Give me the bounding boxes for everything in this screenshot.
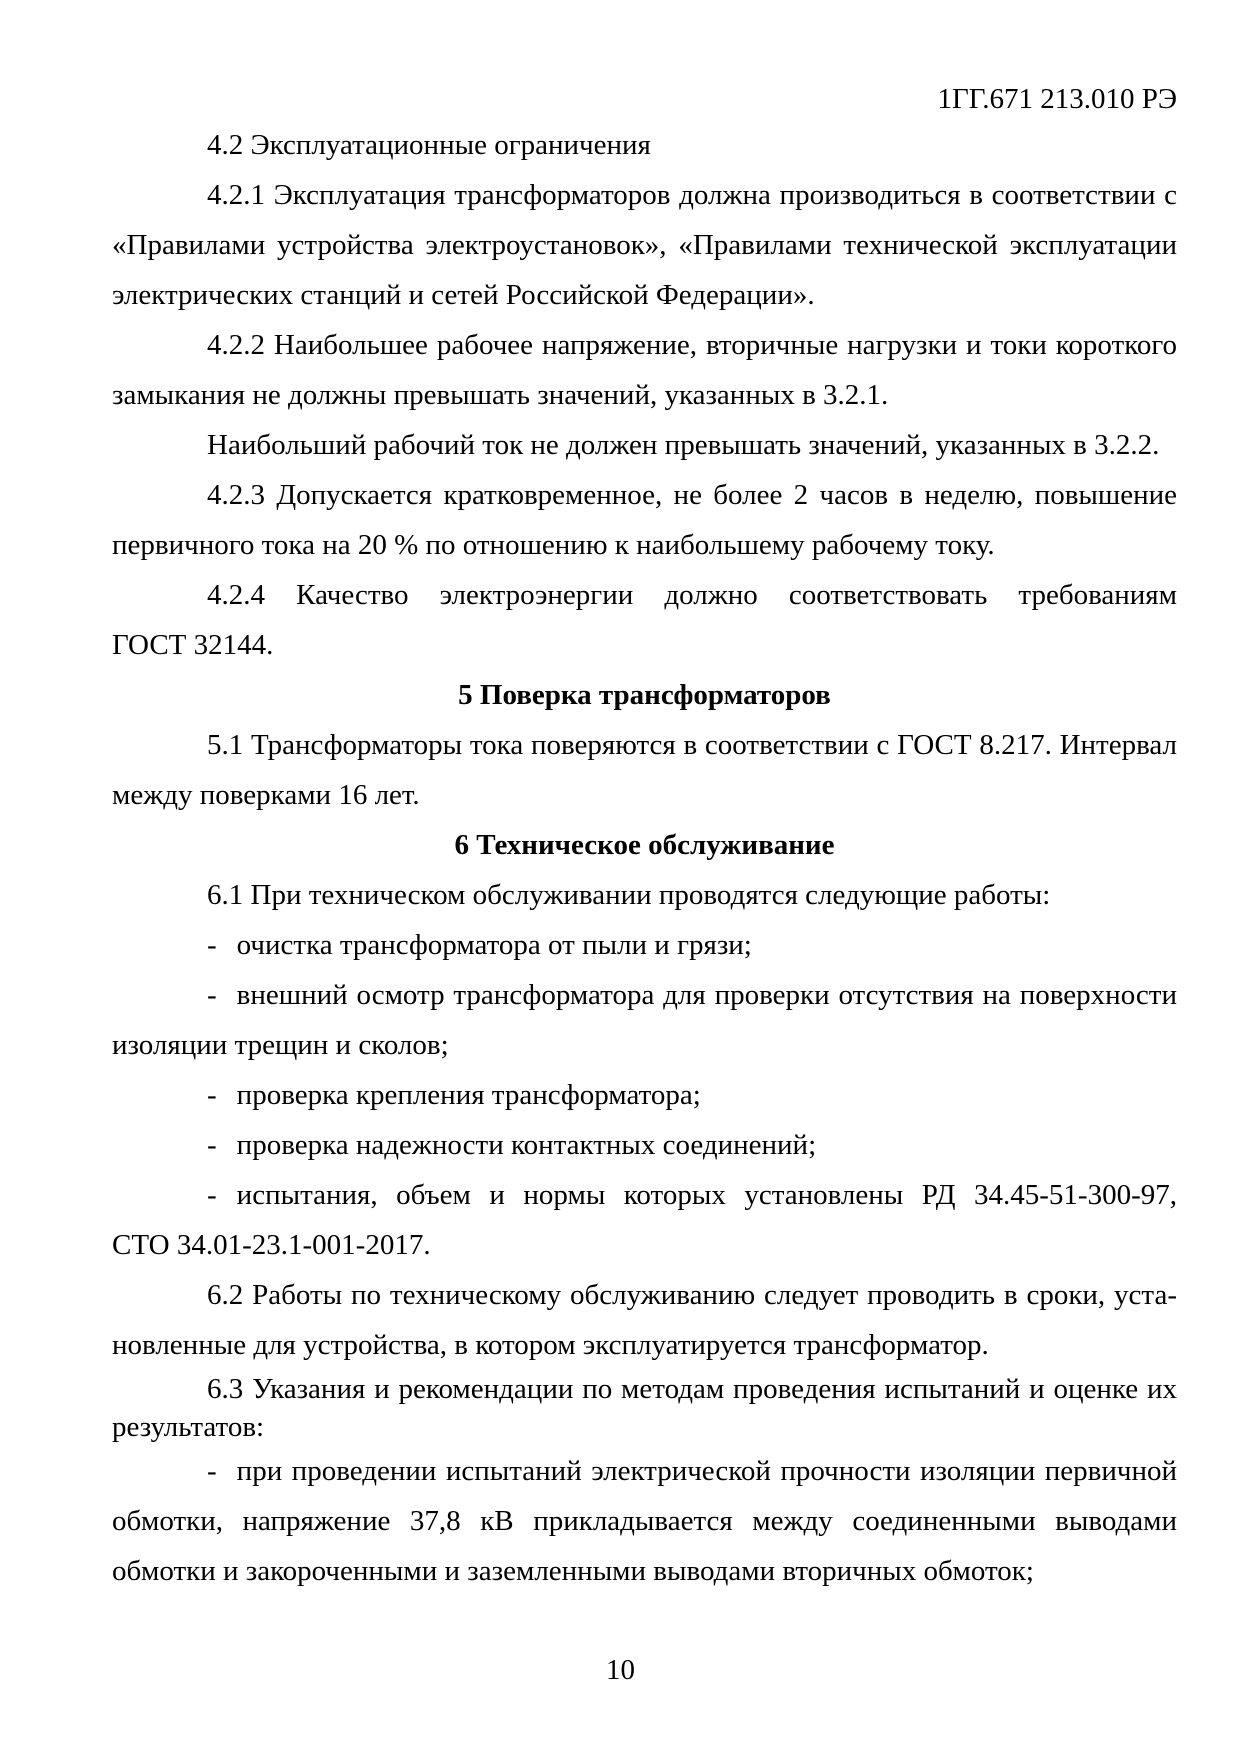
list-dash-marker: -: [207, 979, 217, 1011]
section-heading: 6 Техническое обслуживание: [454, 829, 835, 861]
paragraph: 4.2.3 Допускается кратковременное, не более 2 часов в неделю, повышение первичного тока на 20 % по отношению к наибольшему рабочему току.: [112, 479, 1177, 561]
document-body: [112, 120, 1177, 1596]
list-dash-marker: -: [207, 1079, 217, 1111]
list-item: [112, 970, 1177, 1070]
list-dash-marker: -: [207, 1129, 217, 1161]
list-item: [112, 1170, 1177, 1270]
paragraph: 5.1 Трансформаторы тока поверяются в соответствии с ГОСТ 8.217. Интервал между поверками 16 лет.: [112, 729, 1177, 811]
list-item-text: проверка крепления трансформатора;: [236, 1079, 701, 1111]
list-dash-marker: -: [207, 1179, 217, 1211]
list-item: [112, 920, 1177, 970]
paragraph: 4.2.2 Наибольшее рабочее напряжение, вторичные нагрузки и токи короткого замыкания не должны превышать значений, указанных в 3.2.1.: [112, 329, 1177, 411]
list-item: [112, 1446, 1177, 1596]
list-item-text: испытания, объем и нормы которых установлены РД 34.45-51-300-97, СТО 34.01-23.1-001-2017.: [112, 1179, 1177, 1261]
section-heading: 5 Поверка трансформаторов: [458, 679, 831, 711]
list-item-text: очистка трансформатора от пыли и грязи;: [236, 929, 752, 961]
paragraph: 6.3 Указания и рекомендации по методам проведения испытаний и оценке их результатов:: [112, 1373, 1177, 1443]
page-number: 10: [606, 1654, 635, 1686]
list-item: [112, 1070, 1177, 1120]
paragraph: 4.2.4 Качество электроэнергии должно соответствовать требованиям ГОСТ 32144.: [112, 579, 1177, 661]
doc-code: 1ГГ.671 213.010 РЭ: [937, 83, 1177, 115]
list-dash-marker: -: [207, 929, 217, 961]
list-dash-marker: -: [207, 1455, 217, 1487]
paragraph: 6.1 При техническом обслуживании проводятся следующие работы:: [207, 879, 1051, 911]
list-item-text: при проведении испытаний электрической прочности изоляции первичной обмотки, напряжение 37,8 кВ прикладывается между соединенными выводами обмотки и закороченными и заземленными выводами вторичных обмоток;: [112, 1455, 1177, 1587]
paragraph: 6.2 Работы по техническому обслуживанию следует проводить в сроки, установленные для устройства, в котором эксплуатируется трансформатор.: [112, 1279, 1177, 1361]
paragraph: Наибольший рабочий ток не должен превышать значений, указанных в 3.2.2.: [207, 429, 1160, 461]
paragraph: 4.2 Эксплуатационные ограничения: [207, 129, 651, 161]
list-item-text: внешний осмотр трансформатора для проверки отсутствия на поверхности изоляции трещин и сколов;: [112, 979, 1177, 1061]
list-item: [112, 1120, 1177, 1170]
paragraph: 4.2.1 Эксплуатация трансформаторов должна производиться в соответствии с «Правилами устройства электроустановок», «Правилами технической эксплуатации электрических станций и сетей Российской Федерации».: [112, 179, 1177, 311]
list-item-text: проверка надежности контактных соединений;: [236, 1129, 817, 1161]
